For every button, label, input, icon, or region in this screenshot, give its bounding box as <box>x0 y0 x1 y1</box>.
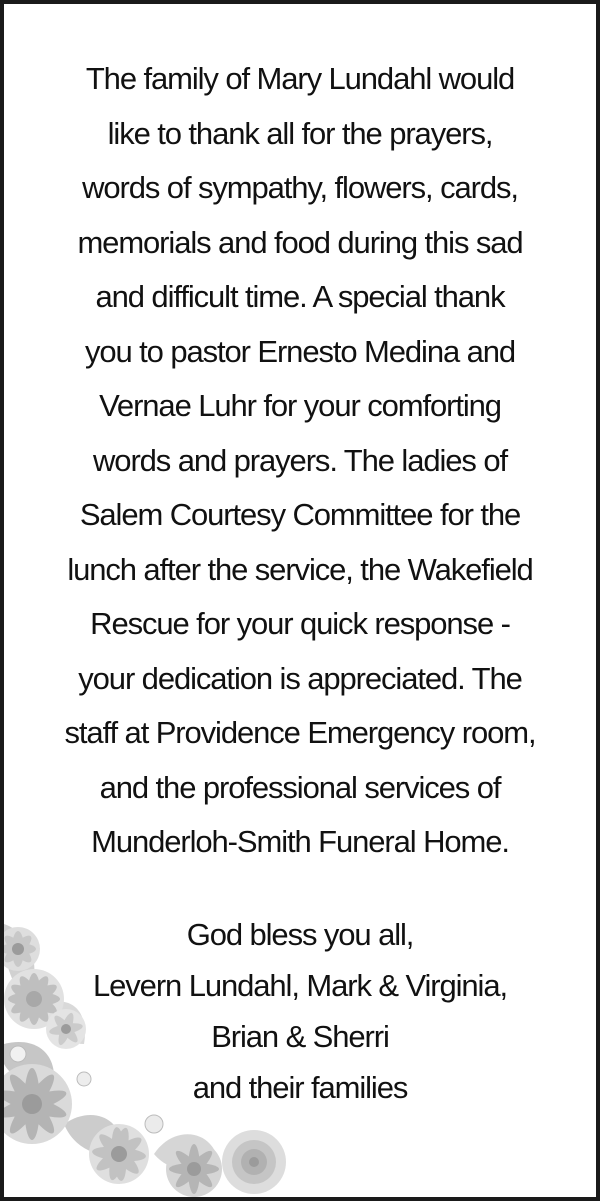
signoff-families: and their families <box>192 1070 408 1105</box>
message-line: words and prayers. The ladies of <box>93 442 507 478</box>
signoff-block <box>8 909 592 1113</box>
message-line: lunch after the service, the Wakefield <box>67 551 533 587</box>
message-line: and the professional services of <box>99 769 501 805</box>
message-line: Rescue for your quick response - <box>90 606 510 641</box>
signoff-greeting: God bless you all, <box>186 917 414 952</box>
thank-you-message <box>8 52 592 870</box>
message-line: and difficult time. A special thank <box>95 279 505 314</box>
message-line: staff at Providence Emergency room, <box>64 715 536 750</box>
message-line: memorials and food during this sad <box>77 224 523 260</box>
signoff-names: Levern Lundahl, Mark & Virginia, <box>93 968 507 1003</box>
message-line: The family of Mary Lundahl would <box>85 61 515 96</box>
message-line: Vernae Luhr for your comforting <box>99 388 501 423</box>
message-line: Munderloh-Smith Funeral Home. <box>91 824 509 859</box>
message-line: you to pastor Ernesto Medina and <box>84 333 516 369</box>
message-line: like to thank all for the prayers, <box>107 115 493 151</box>
signoff-names: Brian & Sherri <box>211 1019 389 1054</box>
message-line: Salem Courtesy Committee for the <box>79 497 521 532</box>
message-line: your dedication is appreciated. The <box>78 660 522 696</box>
message-line: words of sympathy, flowers, cards, <box>82 170 518 205</box>
